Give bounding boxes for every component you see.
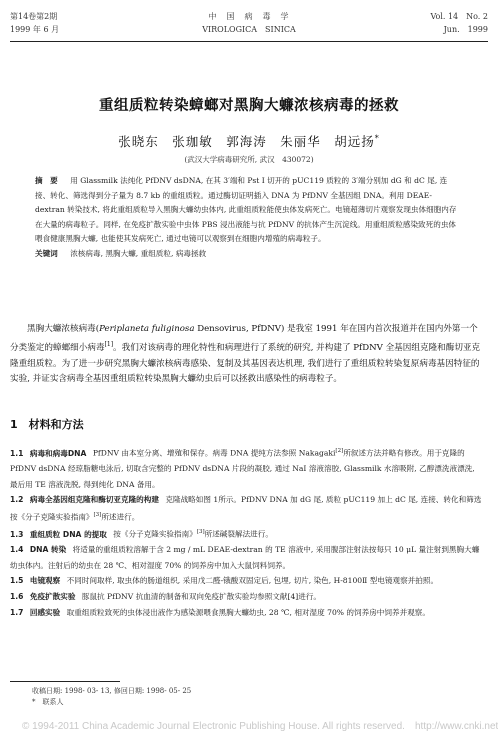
header-volume: 第14卷第2期 xyxy=(10,12,58,21)
intro-text-end: 。我们对该病毒的理化特性和病理进行了系统的研究, 并构建了 PfDNV 全基因组克隆和酶切亚克隆重组质粒。为了进一步研究黑胸大蠊浓核病毒感染、复制及其基因表达机理, 我们进行了重组质粒转染复原病毒基因特征的实验, 并证实含病毒全基因重组质粒转染黑胸大蠊幼虫后可以拯救出感染性的病毒粒子。 xyxy=(10,343,481,385)
method-heading: 电镜观察 xyxy=(29,576,61,586)
abstract-block xyxy=(35,174,458,262)
method-number: 1.1 xyxy=(10,448,24,458)
running-header xyxy=(10,10,488,38)
citation-ref: [1] xyxy=(104,341,114,349)
method-number: 1.7 xyxy=(10,607,24,617)
keywords-label: 关键词 xyxy=(35,248,58,258)
method-item xyxy=(10,492,484,525)
abstract-text: 用 Glassmilk 法纯化 PfDNV dsDNA, 在其 3′端和 Pst Ⅰ 切开的 pUC119 质粒的 3′端分别加 dG 和 dC 尾, 连接、转化、筛选得到分子量为 8.7 kb 的重组质粒。通过酶切证明插入 DNA 为 PfDNV 全基因组 DNA。利用 DEAE-dextran 转染技术, 将此重组质粒导入黑胸大蠊幼虫体内, 此重组质粒能使虫体发病死亡。电镜超薄切片观察发现虫体细胞内存在大量的病毒粒子。同样, 在免疫扩散实验中虫体 PBS 浸出液能与抗 PfDNV 的抗体产生沉淀线。用重组质粒感染致死的虫体喂食健康黑胸大蠊, 也能使其发病死亡, 通过电镜可以观察到在细胞内增殖的病毒粒子。 xyxy=(35,176,457,244)
method-heading: 回感实验 xyxy=(29,607,61,617)
header-rule xyxy=(10,41,488,42)
journal-name-cn: 中 国 病 毒 学 xyxy=(208,12,290,21)
keywords-text: 浓核病毒, 黑胸大蠊, 重组质粒, 病毒拯救 xyxy=(70,248,207,258)
intro-paragraph xyxy=(10,322,484,387)
method-text: 取重组质粒致死的虫体浸出液作为感染源喂食黑胸大蠊幼虫, 28 ℃, 相对湿度 70% 的饲养房中饲养并观察。 xyxy=(66,607,430,617)
citation-ref: [3] xyxy=(93,511,102,518)
header-date: 1999 年 6 月 xyxy=(10,25,60,34)
method-number: 1.5 xyxy=(10,576,24,586)
method-text-tail: 所述碱裂解法进行。 xyxy=(204,529,273,539)
method-heading: 免疫扩散实验 xyxy=(29,591,76,601)
method-heading: 病毒全基因组克隆和酶切亚克隆的构建 xyxy=(29,495,159,505)
copyright-watermark: © 1994-2011 China Academic Journal Electronic Publishing House. All rights reserved. http://www.cnki.net xyxy=(22,721,498,732)
method-text: PfDNV 由本室分离、增殖和保存。病毒 DNA 提纯方法参照 Nakagaki xyxy=(92,448,336,458)
method-text: 按《分子克隆实验指南》 xyxy=(113,529,197,539)
method-item xyxy=(10,573,484,589)
keywords-line xyxy=(35,247,458,262)
section-heading: 1 材料和方法 xyxy=(10,418,84,431)
citation-ref: [2] xyxy=(335,448,344,454)
header-volume-en xyxy=(430,10,488,36)
method-text: 克隆战略如图 1所示。PfDNV DNA 加 dG 尾, 质粒 pUC119 加上 dC 尾, 连接、转化和筛选按《分子克隆实验指南》 xyxy=(10,495,482,522)
method-heading: DNA 转染 xyxy=(29,545,67,555)
header-month-year: Jun. 1999 xyxy=(443,25,488,34)
method-number: 1.6 xyxy=(10,591,24,601)
method-number: 1.3 xyxy=(10,529,24,539)
method-item xyxy=(10,542,484,573)
method-heading: 病毒和病毒DNA xyxy=(29,448,87,458)
contact-note: * 联系人 xyxy=(32,698,64,706)
method-heading: 重组质粒 DNA 的提取 xyxy=(29,529,107,539)
article-title: 重组质粒转染蟑螂对黑胸大蠊浓核病毒的拯救 xyxy=(99,98,399,114)
method-text-tail: 所叙述方法并略有修改。用于克隆的 PfDNV dsDNA 经琼脂糖电泳后, 切取含完整的 PfDNV dsDNA 片段的凝胶, 通过 NaI 溶液溶胶, Glassmilk 水溶吸附, 乙醇漂洗液漂洗, 最后用 TE 溶液洗脱, 得到纯化 DNA 备用。 xyxy=(10,448,475,489)
header-vol-no: Vol. 14 No. 2 xyxy=(430,12,488,21)
corresponding-mark: * xyxy=(374,133,380,143)
received-date: 收稿日期: 1998- 03- 13, 修回日期: 1998- 05- 25 xyxy=(32,687,192,695)
method-item xyxy=(10,605,484,621)
intro-text-start: 黑胸大蠊浓核病毒( xyxy=(27,324,100,334)
authors: 张晓东 张珈敏 郭海涛 朱丽华 胡远扬 xyxy=(118,134,375,149)
author-list xyxy=(0,132,498,150)
method-item xyxy=(10,444,484,492)
footnote-rule xyxy=(10,681,120,682)
method-text: 不同时间取样, 取虫体的肠道组织, 采用戊二醛-锇酸双固定后, 包埋, 切片, 染色, H-8100Ⅱ 型电镜观察并拍照。 xyxy=(66,576,439,586)
abstract-paragraph xyxy=(35,174,458,247)
method-number: 1.2 xyxy=(10,495,24,505)
methods-list xyxy=(10,444,484,620)
header-journal xyxy=(10,10,488,36)
method-number: 1.4 xyxy=(10,545,24,555)
method-item xyxy=(10,589,484,605)
citation-ref: [3] xyxy=(196,529,205,536)
journal-name-en: VIROLOGICA SINICA xyxy=(202,25,296,34)
species-name: Periplaneta fuliginosa xyxy=(99,324,195,334)
affiliation: (武汉大学病毒研究所, 武汉 430072) xyxy=(184,155,314,164)
abstract-label: 摘 要 xyxy=(35,176,58,185)
footnote xyxy=(32,686,191,708)
method-text-tail: 所述进行。 xyxy=(101,512,140,522)
method-item xyxy=(10,525,484,542)
method-text: 将适量的重组质粒溶解于含 2 mg / mL DEAE-dextran 的 TE 溶液中, 采用腹部注射法按每只 10 μL 量注射到黑胸大蠊幼虫体内。注射后的幼虫在 28 ℃、相对湿度 70% 的饲养房中加入大鼠饲料饲养。 xyxy=(10,545,480,570)
method-text: 豚鼠抗 PfDNV 抗血清的制备和双向免疫扩散实验均参照文献[4]进行。 xyxy=(81,591,322,601)
intro-text-middle: Densovirus, PfDNV) 是我室 1991 年在国内首次报道并在国内外第一个分类鉴定的蟑螂细小病毒 xyxy=(10,324,478,354)
